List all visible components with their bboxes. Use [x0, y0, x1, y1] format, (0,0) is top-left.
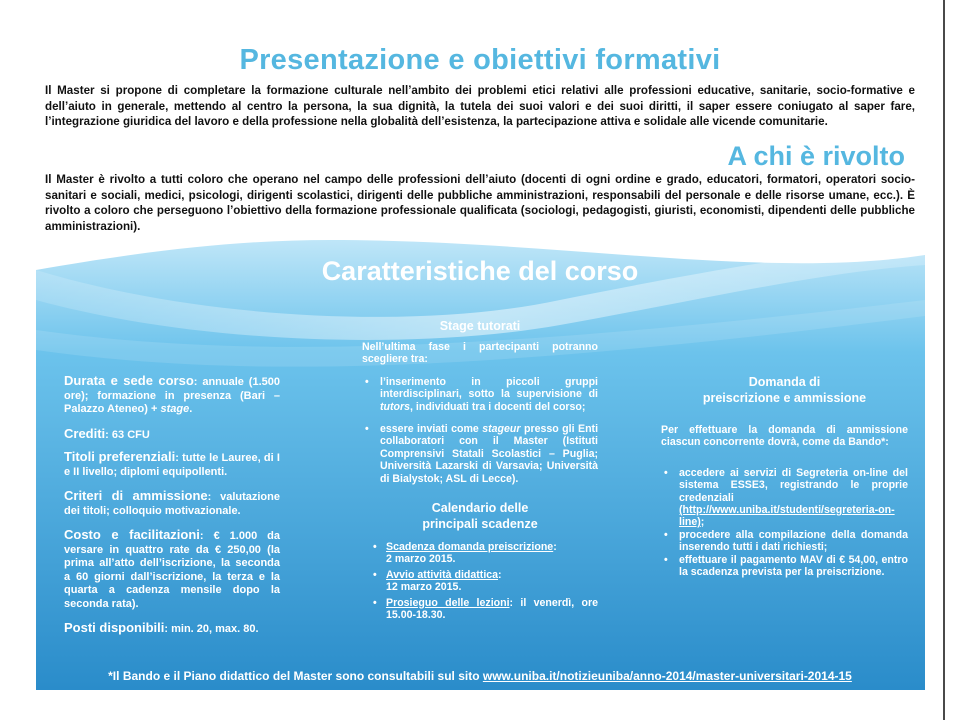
list-item	[370, 569, 598, 594]
intro-paragraph: Il Master si propone di completare la formazione culturale nell’ambito dei problemi etici relativi alle professioni educative, sanitarie, socio-formative e dell’aiuto in generale, mettendo al centro la persona, la sua dignità, la tutela dei suoi valori e dei suoi diritti, il saper essere coniugato al saper fare, l’integrazione giuridica del lavoro e della professione nella globalità dell’esistenza, la partecipazione attiva e solidale alle vicende comunitarie.	[45, 84, 915, 128]
admission-criteria-item	[64, 489, 280, 518]
separator: :	[105, 428, 112, 441]
list-item	[362, 423, 598, 485]
list-item	[370, 541, 598, 566]
target-paragraph: Il Master è rivolto a tutti coloro che operano nel campo delle professioni dell’aiuto (docenti di ogni ordine e grado, educatori, formatori, operatori socio-sanitari e sociali, medici, psicologi, dirigenti scolastici, dirigenti delle pubbliche amministrazioni, responsabili del personale e delle risorse umane, ecc.). È rivolto a coloro che perseguono l’obiettivo della formazione professionale qualificata (sociologi, pedagogisti, giuristi, economisti, dipendenti delle pubbliche amministrazioni).	[45, 173, 915, 233]
stage-term: stage	[160, 403, 190, 415]
lessons-value: il venerdì, ore 15.00-18.30.	[386, 596, 598, 622]
application-intro: Per effettuare la domanda di ammissione ciascun concorrente dovrà, come da Bando*:	[661, 424, 908, 449]
application-steps-list	[661, 467, 908, 579]
list-item	[370, 597, 598, 622]
footer-link[interactable]: www.uniba.it/notizieuniba/anno-2014/master-universitari-2014-15	[482, 669, 852, 683]
course-details-column	[64, 374, 280, 647]
credits-value: 63 CFU	[111, 428, 150, 441]
separator: :	[164, 623, 172, 635]
stage-column	[362, 318, 598, 622]
separator: :	[498, 568, 502, 581]
separator: :	[509, 596, 514, 609]
calendar-list	[370, 541, 598, 621]
preferred-titles-value: tutte le Lauree, di I e II livello; diplomi equipollenti.	[64, 452, 280, 478]
application-title-line1: Domanda di	[748, 375, 821, 389]
available-places-value: min. 20, max. 80.	[171, 623, 259, 635]
list-item	[362, 376, 598, 413]
start-value: 12 marzo 2015.	[386, 581, 462, 594]
right-edge-bar	[943, 0, 945, 720]
features-heading: Caratteristiche del corso	[321, 256, 639, 286]
start-label: Avvio attività didattica	[386, 568, 499, 581]
calendar-title-line1: Calendario delle	[431, 501, 529, 516]
footer-note	[0, 669, 960, 683]
separator: :	[553, 541, 557, 554]
preferred-titles-item	[64, 450, 280, 479]
duration-label: Durata e sede corso	[64, 373, 194, 388]
preferred-titles-label: Titoli preferenziali	[64, 449, 176, 464]
separator: :	[207, 491, 221, 503]
deadline-value: 2 marzo 2015.	[386, 553, 456, 566]
period: .	[189, 403, 193, 415]
lessons-label: Prosieguo delle lezioni	[386, 596, 510, 609]
separator: :	[175, 452, 183, 464]
stage-option-text: l’inserimento in piccoli gruppi interdisciplinari, sotto la supervisione di	[380, 375, 598, 401]
available-places-label: Posti disponibili	[64, 620, 165, 635]
application-column	[661, 374, 908, 578]
segreteria-online-link[interactable]: (http://www.uniba.it/studenti/segreteria-on-line)	[679, 504, 895, 529]
stage-intro: Nell’ultima fase i partecipanti potranno scegliere tra:	[362, 341, 598, 366]
credits-label: Crediti	[64, 425, 106, 441]
tutors-term: tutors	[380, 400, 411, 413]
available-places-item	[64, 621, 280, 637]
step-text: accedere ai servizi di Segreteria on-line del sistema ESSE3, registrando le proprie credenziali	[679, 466, 908, 504]
separator: :	[193, 376, 203, 388]
list-item: • effettuare il pagamento MAV di € 54,00, entro la scadenza prevista per la preiscrizione.	[661, 554, 908, 579]
admission-criteria-value: valutazione dei titoli; colloquio motivazionale.	[64, 491, 280, 517]
cost-label: Costo e facilitazioni	[64, 527, 200, 542]
footer-text: *Il Bando e il Piano didattico del Master sono consultabili sul sito	[108, 669, 483, 683]
stage-title: Stage tutorati	[439, 319, 521, 333]
duration-value: annuale (1.500 ore); formazione in presenza (Bari – Palazzo Ateneo) +	[64, 376, 280, 415]
calendar-title-line2: principali scadenze	[422, 517, 538, 532]
step-text: ;	[700, 516, 705, 529]
page-title: Presentazione e obiettivi formativi	[239, 44, 721, 76]
duration-item	[64, 374, 280, 417]
application-title-line2: preiscrizione e ammissione	[702, 391, 867, 405]
stageur-term: stageur	[482, 423, 521, 436]
credits-item	[64, 427, 280, 443]
list-item: • procedere alla compilazione della domanda inserendo tutti i dati richiesti;	[661, 529, 908, 554]
stage-option-text: essere inviati come	[380, 423, 483, 436]
target-heading: A chi è rivolto	[727, 141, 905, 171]
cost-value: € 1.000 da versare in quattro rate da € 250,00 (la prima all’atto dell’iscrizione, la seconda a 60 giorni dall’iscrizione, la terza e la quarta a cadenza mensile dopo la seconda rata).	[64, 530, 280, 610]
admission-criteria-label: Criteri di ammissione	[64, 488, 208, 503]
cost-item	[64, 528, 280, 611]
list-item	[661, 467, 908, 529]
stage-options-list	[362, 376, 598, 485]
separator: :	[199, 530, 214, 542]
deadline-label: Scadenza domanda preiscrizione	[386, 541, 554, 554]
stage-option-text: presso gli Enti collaboratori con il Master (Istituti Comprensivi Statali Scolastici – Puglia; Università Lazarski di Varsavia; Università di Bialystok; ASL di Lecce).	[380, 423, 599, 485]
stage-option-text: , individuati tra i docenti del corso;	[410, 400, 586, 413]
